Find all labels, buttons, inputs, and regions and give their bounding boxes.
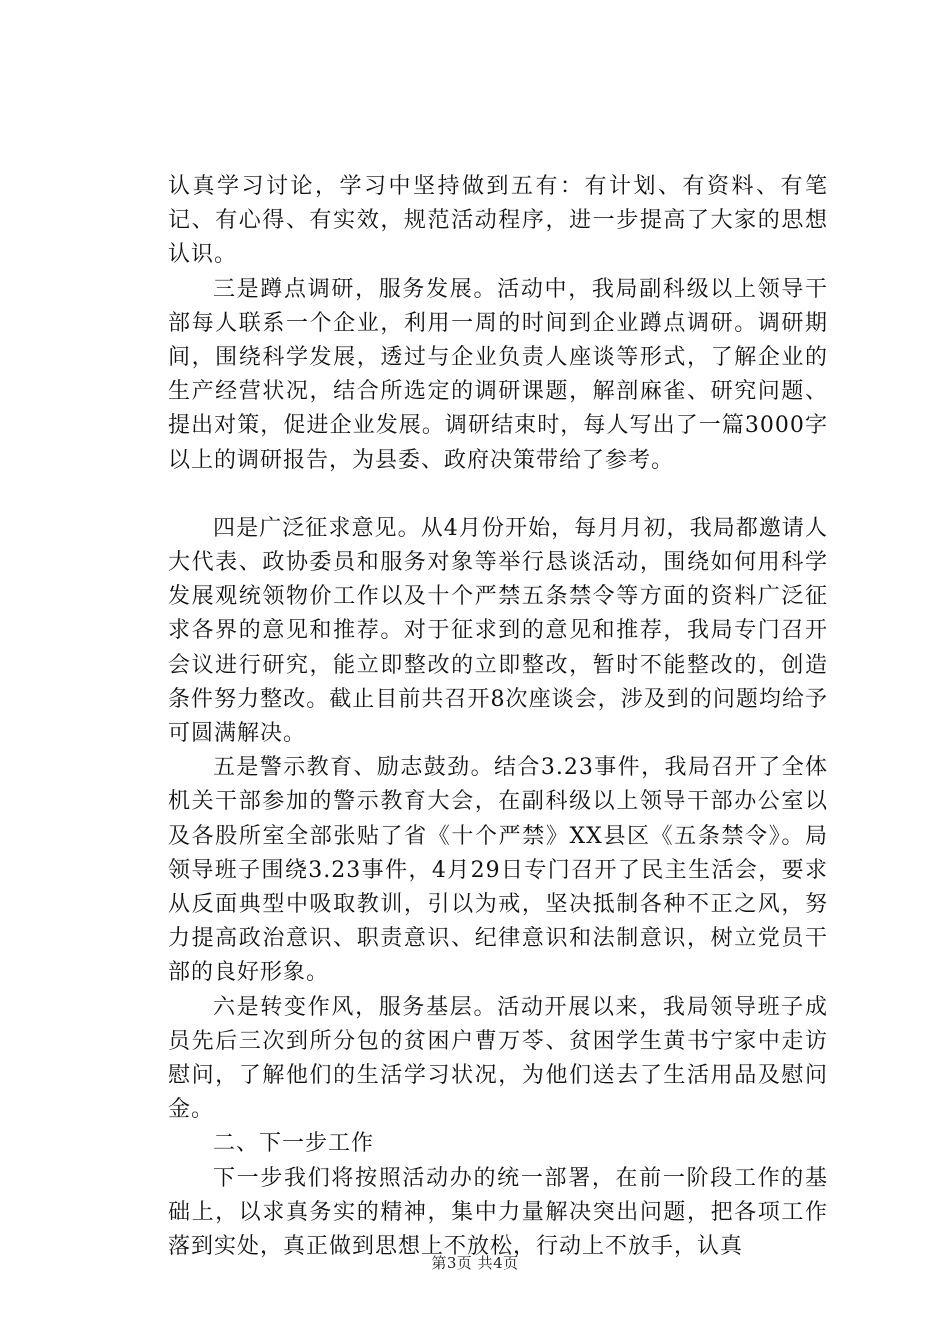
paragraph-continuation: 认真学习讨论，学习中坚持做到五有：有计划、有资料、有笔记、有心得、有实效，规范活动程序，进一步提高了大家的思想认识。: [168, 174, 828, 268]
document-body: [168, 170, 828, 1264]
paragraph-item-five: 五是警示教育、励志鼓劲。结合3.23事件，我局召开了全体机关干部参加的警示教育大会，在副科级以上领导干部办公室以及各股所室全部张贴了省《十个严禁》XX县区《五条禁令》。局领导班子围绕3.23事件，4月29日专门召开了民主生活会，要求从反面典型中吸取教训，引以为戒，坚决抵制各种不正之风，努力提高政治意识、职责意识、纪律意识和法制意识，树立党员干部的良好形象。: [168, 755, 828, 986]
paragraph-item-three: 三是蹲点调研，服务发展。活动中，我局副科级以上领导干部每人联系一个企业，利用一周的时间到企业蹲点调研。调研期间，围绕科学发展，透过与企业负责人座谈等形式，了解企业的生产经营状况，结合所选定的调研课题，解剖麻雀、研究问题、提出对策，促进企业发展。调研结束时，每人写出了一篇3000字以上的调研报告，为县委、政府决策带给了参考。: [168, 276, 828, 473]
paragraph-item-four: 四是广泛征求意见。从4月份开始，每月月初，我局都邀请人大代表、政协委员和服务对象等举行恳谈活动，围绕如何用科学发展观统领物价工作以及十个严禁五条禁令等方面的资料广泛征求各界的意见和推荐。对于征求到的意见和推荐，我局专门召开会议进行研究，能立即整改的立即整改，暂时不能整改的，创造条件努力整改。截止目前共召开8次座谈会，涉及到的问题均给予可圆满解决。: [168, 515, 828, 747]
page-footer: [0, 1253, 950, 1273]
paragraph-item-six: 六是转变作风，服务基层。活动开展以来，我局领导班子成员先后三次到所分包的贫困户曹万苓、贫困学生黄书宁家中走访慰问，了解他们的生活学习状况，为他们送去了生活用品及慰问金。: [168, 994, 828, 1123]
paragraph-next-steps: 下一步我们将按照活动办的统一部署，在前一阶段工作的基础上，以求真务实的精神，集中力量解决突出问题，把各项工作落到实处，真正做到思想上不放松，行动上不放手，认真: [168, 1165, 828, 1260]
page-number-label: 第3页 共4页: [431, 1254, 519, 1272]
section-heading-next-steps: 二、下一步工作: [213, 1131, 375, 1157]
